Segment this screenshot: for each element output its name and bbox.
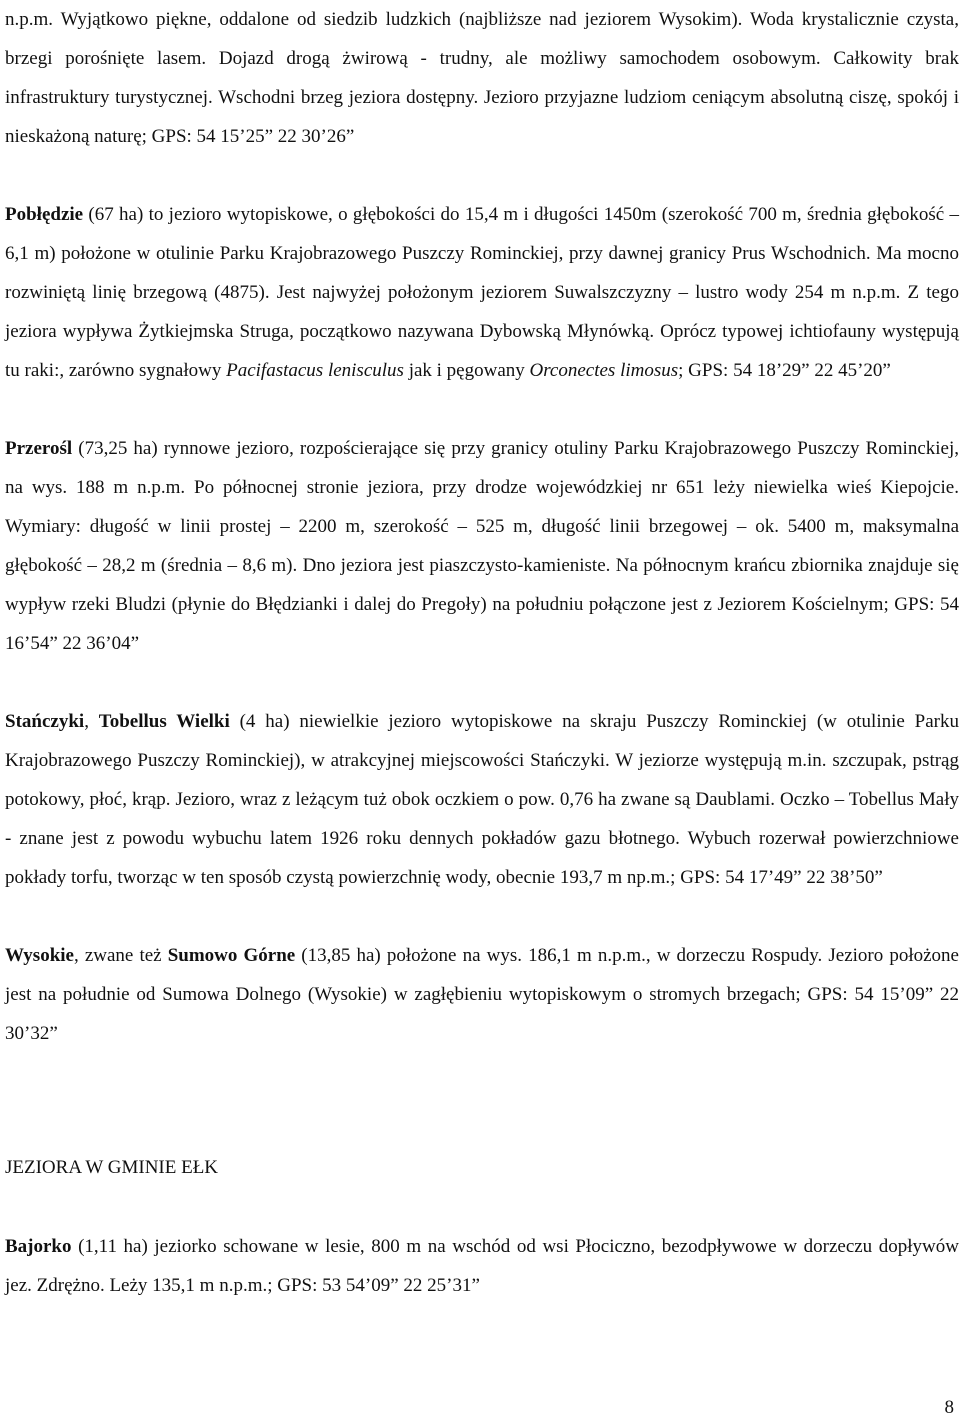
lake-name-sumowo-gorne: Sumowo Górne bbox=[167, 945, 296, 966]
paragraph-text: jak i pęgowany bbox=[403, 360, 530, 381]
spacer bbox=[5, 1053, 959, 1148]
section-heading: JEZIORA W GMINIE EŁK bbox=[5, 1157, 219, 1178]
spacer bbox=[5, 390, 959, 429]
lake-name-przerosl: Przerośl bbox=[5, 438, 73, 459]
paragraph-text: , zwane też bbox=[73, 945, 168, 966]
paragraph-przerosl bbox=[5, 429, 959, 663]
paragraph-text: (1,11 ha) jeziorko schowane w lesie, 800 m na wschód od wsi Płociczno, bezodpływowe w dorzeczu dopływów jez. Zdrężno. Leży 135,1 m n.p.m.; GPS: 53 54’09” 22 25’31” bbox=[5, 1236, 959, 1296]
paragraph-intro-text: n.p.m. Wyjątkowo piękne, oddalone od siedzib ludzkich (najbliższe nad jeziorem Wysokim). Woda krystalicznie czysta, brzegi porośnięte lasem. Dojazd drogą żwirową - trudny, ale możliwy samochodem osobowym. Całkowity brak infrastruktury turystycznej. Wschodni brzeg jeziora dostępny. Jezioro przyjazne ludziom ceniącym absolutną ciszę, spokój i nieskażoną naturę; GPS: 54 15’25” 22 30’26” bbox=[5, 9, 959, 147]
paragraph-text: (67 ha) to jezioro wytopiskowe, o głębokości do 15,4 m i długości 1450m (szerokość 700 m, średnia głębokość – 6,1 m) położone w otulinie Parku Krajobrazowego Puszczy Rominckiej, przy dawnej granicy Prus Wschodnich. Ma mocno rozwiniętą linię brzegową (4875). Jest najwyżej położonym jeziorem Suwalszczyzny – lustro wody 254 m n.p.m. Z tego jeziora wypływa Żytkiejmska Struga, początkowo nazywana Dybowską Młynówką. Oprócz typowej ichtiofauny występują tu raki:, zarówno sygnałowy bbox=[5, 204, 959, 381]
species-name: Pacifastacus lenisculus bbox=[226, 360, 404, 381]
paragraph-text: (73,25 ha) rynnowe jezioro, rozpościerające się przy granicy otuliny Parku Krajobrazowego Puszczy Rominckiej, na wys. 188 m n.p.m. Po północnej stronie jeziora, przy drodze wojewódzkiej nr 651 leży niewielka wieś Kiepojcie. Wymiary: długość w linii prostej – 2200 m, szerokość – 525 m, długość linii brzegowej – ok. 5400 m, maksymalna głębokość – 28,2 m (średnia – 8,6 m). Dno jeziora jest piaszczysto-kamieniste. Na północnym krańcu zbiornika znajduje się wypływ rzeki Bludzi (płynie do Błędzianki i dalej do Pregoły) na południu połączone jest z Jeziorem Kościelnym; GPS: 54 16’54” 22 36’04” bbox=[5, 438, 959, 654]
paragraph-text: (4 ha) niewielkie jezioro wytopiskowe na skraju Puszczy Rominckiej (w otulinie Parku Krajobrazowego Puszczy Rominckiej), w atrakcyjnej miejscowości Stańczyki. W jeziorze występują m.in. szczupak, pstrąg potokowy, płoć, krąp. Jezioro, wraz z leżącym tuż obok oczkiem o pow. 0,76 ha zwane są Daublami. Oczko – Tobellus Mały - znane jest z powodu wybuchu latem 1926 roku dennych pokładów gazu błotnego. Wybuch rozerwał powierzchniowe pokłady torfu, tworząc w ten sposób czystą powierzchnię wody, obecnie 193,7 m np.m.; GPS: 54 17’49” 22 38’50” bbox=[5, 711, 959, 888]
lake-name-stanczyki: Stańczyki bbox=[5, 711, 85, 732]
page-number: 8 bbox=[944, 1397, 954, 1418]
paragraph-text: ; GPS: 54 18’29” 22 45’20” bbox=[678, 360, 891, 381]
document-page bbox=[5, 0, 959, 1424]
lake-name-poblędzie: Pobłędzie bbox=[5, 204, 84, 225]
paragraph-stanczyki bbox=[5, 702, 959, 897]
spacer bbox=[5, 1187, 959, 1227]
paragraph-intro bbox=[5, 0, 959, 156]
spacer bbox=[5, 897, 959, 936]
separator: , bbox=[84, 711, 99, 732]
paragraph-text: (13,85 ha) położone na wys. 186,1 m n.p.m., w dorzeczu Rospudy. Jezioro położone jest na południe od Sumowa Dolnego (Wysokie) w zagłębieniu wytopiskowym o stromych brzegach; GPS: 54 15’09” 22 30’32” bbox=[5, 945, 959, 1044]
lake-name-bajorko: Bajorko bbox=[5, 1236, 72, 1257]
paragraph-wysokie bbox=[5, 936, 959, 1053]
paragraph-poblędzie bbox=[5, 195, 959, 390]
paragraph-bajorko bbox=[5, 1227, 959, 1305]
species-name: Orconectes limosus bbox=[529, 360, 679, 381]
lake-name-tobellus-wielki: Tobellus Wielki bbox=[98, 711, 230, 732]
lake-name-wysokie: Wysokie bbox=[5, 945, 74, 966]
spacer bbox=[5, 663, 959, 702]
spacer bbox=[5, 156, 959, 195]
